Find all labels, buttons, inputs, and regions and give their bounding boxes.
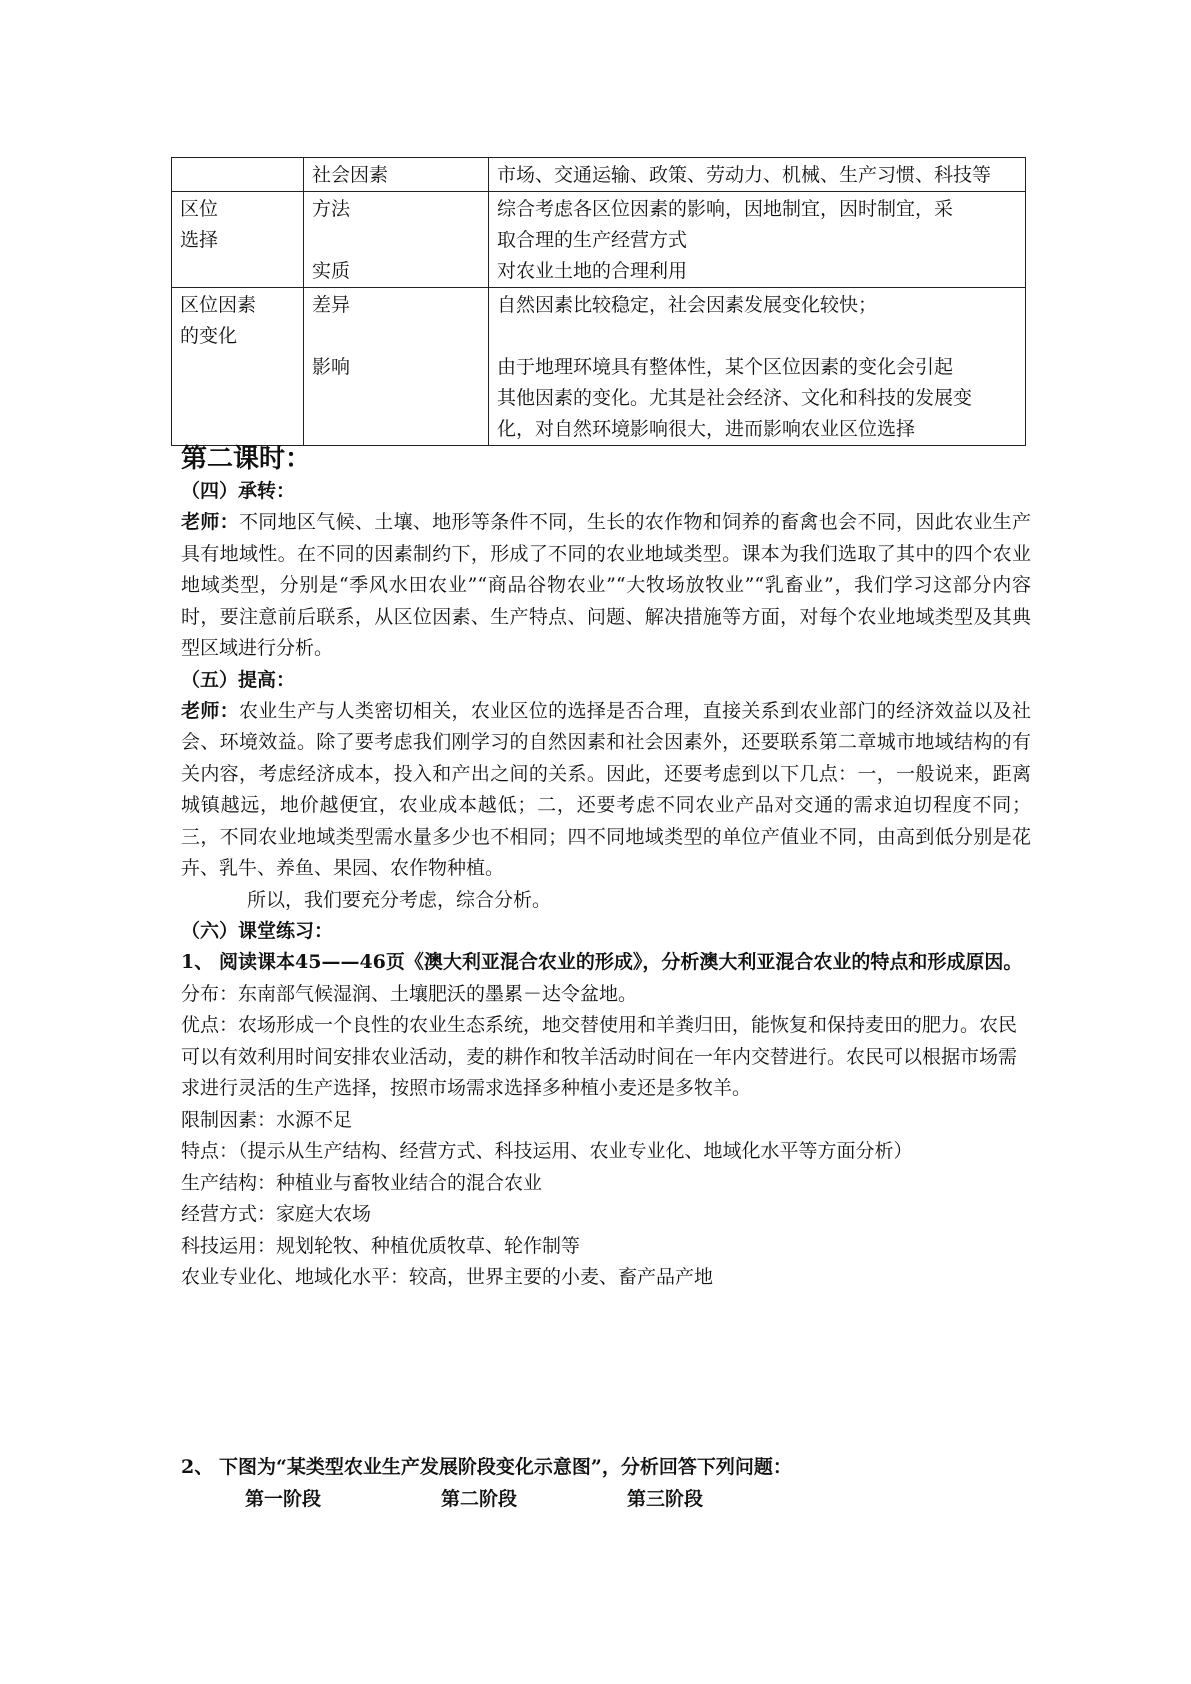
- answer-line: 特点：（提示从生产结构、经营方式、科技运用、农业专业化、地域化水平等方面分析）: [181, 1140, 913, 1162]
- stage-label: 第二阶段: [441, 1488, 518, 1510]
- cell-line: 的变化: [180, 325, 238, 347]
- paragraph: [181, 507, 1031, 665]
- table-cell: [172, 288, 304, 446]
- section-heading: （六）课堂练习：: [181, 920, 334, 942]
- paragraph-text: 农业生产与人类密切相关，农业区位的选择是否合理，直接关系到农业部门的经济效益以及社会、环境效益。除了要考虑我们刚学习的自然因素和社会因素外，还要联系第二章城市地域结构的有关内容，考虑经济成本，投入和产出之间的关系。因此，还要考虑到以下几点：一，一般说来，距离城镇越远，地价越便宜，农业成本越低；二，还要考虑不同农业产品对交通的需求迫切程度不同；三，不同农业地域类型需水量多少也不相同；四不同地域类型的单位产值业不同，由高到低分别是花卉、乳牛、养鱼、果园、农作物种植。: [181, 699, 1031, 879]
- question-number: 1、: [181, 951, 214, 973]
- paragraph: [181, 696, 1031, 885]
- stage-label: 第一阶段: [245, 1488, 322, 1510]
- cell-line: 选择: [180, 229, 219, 251]
- cell-line: 自然因素比较稳定，社会因素发展变化较快；: [497, 294, 878, 316]
- cell-line: 影响: [312, 356, 351, 378]
- cell-line: 对农业土地的合理利用: [497, 260, 688, 282]
- answer-line: 优点：农场形成一个良性的农业生态系统，地交替使用和羊粪归田，能恢复和保持麦田的肥力。农民可以有效利用时间安排农业活动，麦的耕作和牧羊活动时间在一年内交替进行。农民可以根据市场需求进行灵活的生产选择，按照市场需求选择多种植小麦还是多牧羊。: [181, 1014, 1018, 1099]
- speaker-label: 老师：: [181, 511, 239, 533]
- table-row: [172, 288, 1026, 446]
- table-cell: 社会因素: [304, 158, 489, 192]
- answer-line: 农业专业化、地域化水平：较高，世界主要的小麦、畜产品产地: [181, 1266, 714, 1288]
- cell-line: 取合理的生产经营方式: [497, 229, 688, 251]
- table-cell: 市场、交通运输、政策、劳动力、机械、生产习惯、科技等: [489, 158, 1026, 192]
- paragraph-text: 不同地区气候、土壤、地形等条件不同，生长的农作物和饲养的畜禽也会不同，因此农业生产具有地域性。在不同的因素制约下，形成了不同的农业地域类型。课本为我们选取了其中的四个农业地域类型，分别是“季风水田农业”“商品谷物农业”“大牧场放牧业”“乳畜业”，我们学习这部分内容时，要注意前后联系，从区位因素、生产特点、问题、解决措施等方面，对每个农业地域类型及其典型区域进行分析。: [181, 511, 1031, 659]
- cell-line: 区位因素: [180, 294, 257, 316]
- question-text: 阅读课本45——46页《澳大利亚混合农业的形成》，分析澳大利亚混合农业的特点和形成原因。: [219, 951, 1023, 973]
- question-2: [181, 1452, 1031, 1483]
- answer-line: 经营方式：家庭大农场: [181, 1203, 372, 1225]
- cell-line: 实质: [312, 260, 351, 282]
- table-cell: [489, 192, 1026, 288]
- table-cell: [489, 288, 1026, 446]
- lesson-title: 第二课时：: [181, 444, 312, 474]
- cell-line: 其他因素的变化。尤其是社会经济、文化和科技的发展变: [497, 387, 973, 409]
- stage-label: 第三阶段: [627, 1488, 704, 1510]
- agri-location-table: [171, 157, 1026, 446]
- question-text: 下图为“某类型农业生产发展阶段变化示意图”，分析回答下列问题：: [219, 1456, 792, 1478]
- table-cell: [172, 192, 304, 288]
- table-row: [172, 158, 1026, 192]
- cell-line: 综合考虑各区位因素的影响，因地制宜，因时制宜，采: [497, 198, 954, 220]
- answer-line: 限制因素：水源不足: [181, 1108, 353, 1131]
- question-1: [181, 947, 1031, 979]
- cell-line: 方法: [312, 198, 351, 220]
- cell-line: 化，对自然环境影响很大，进而影响农业区位选择: [497, 418, 916, 440]
- table-cell: [172, 158, 304, 192]
- answer-line: 分布：东南部气候湿润、土壤肥沃的墨累－达令盆地。: [181, 982, 638, 1005]
- lesson-content: [181, 442, 1031, 1294]
- closing-line: 所以，我们要充分考虑，综合分析。: [247, 888, 552, 911]
- cell-line: 区位: [180, 198, 219, 220]
- cell-line: 由于地理环境具有整体性，某个区位因素的变化会引起: [497, 356, 954, 378]
- question-number: 2、: [181, 1456, 214, 1478]
- answer-line: 科技运用：规划轮牧、种植优质牧草、轮作制等: [181, 1234, 581, 1257]
- stage-labels: [0, 1484, 1191, 1516]
- table-cell: [304, 288, 489, 446]
- cell-line: 差异: [312, 294, 351, 316]
- table-cell: [304, 192, 489, 288]
- table-row: [172, 192, 1026, 288]
- section-heading: （四）承转：: [181, 480, 296, 502]
- speaker-label: 老师：: [181, 699, 239, 722]
- section-heading: （五）提高：: [181, 668, 296, 691]
- answer-line: 生产结构：种植业与畜牧业结合的混合农业: [181, 1171, 543, 1194]
